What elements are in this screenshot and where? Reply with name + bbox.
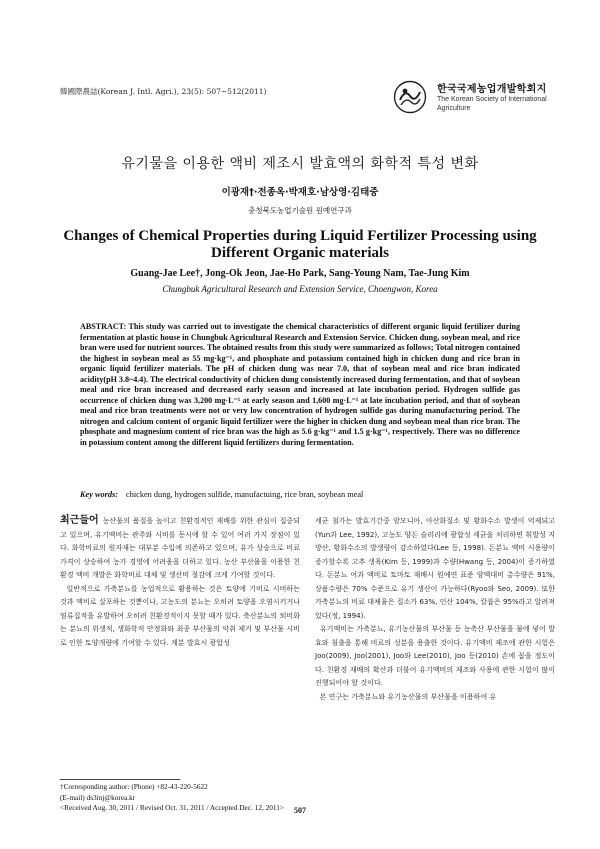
- body-paragraph: [60, 514, 300, 582]
- paragraph-text: 유기액비는 가축분뇨, 유기농산물의 부산물 등 농축산 부산물을 물에 넣어 발효와 침출을 통해 비료의 성분을 용출한 것이다. 유기액비 제조에 관한 시험은 Joo(2009), Joo(2001), Joo와 Lee(2010), Joo 등(2010) 손에 꼽을 정도이다. 친환경 재배의 확산과 더불어 유기액비의 제조와 사용에 관한 시험이 많이 진행되어야 할 것이다.: [315, 624, 555, 687]
- email: (E-mail) ds3inj@korea.kr: [60, 792, 136, 802]
- paragraph-text: 일반적으로 가축분뇨를 농업적으로 활용하는 것은 토양에 기비로 시비하는 것과 액비로 살포하는 것뿐이나, 고농도의 분뇨는 오히려 토양을 오염시키거나 염류집적을 유발하여 오히려 친환경적이지 못할 때가 있다. 축산분뇨의 퇴비화는 분뇨의 위생적, 생화학적 안정화와 최종 부산물의 악취 제거 및 부산물 시비로 인한 토양개량에 기여할 수 있다. 계분 발효시 광합성: [60, 583, 300, 647]
- paragraph-text: 세균 첨가는 발효기간중 암모니아, 아산화질소 및 황화수소 발생이 억제되고(Yun과 Lee, 1992), 고농도 양돈 슬러리에 광합성 세균을 처리하면 휘발성 지방산, 황화수소의 발생량이 감소하였다(Lee 등, 1998). 돈분뇨 액비 시용량이 증가할수록 고추 생육(Kim 등, 1999)과 수량(Hwang 등, 2004)이 증가하였다. 돈분뇨 여과 액비로 토마토 재배시 원예연 표준 양액대비 총수량은 91%, 상품수량은 70% 수준으로 유기 생산이 가능하다(Ryoo와 Seo, 2009). 또한 가축분뇨의 비료 대체율은 질소가 63%, 인산 104%, 칼륨은 95%라고 알려져 있다(정, 1994).: [315, 516, 555, 620]
- abstract: ABSTRACT: This study was carried out to investigate the chemical characteristics of different organic liquid fertilizer during fermentation at plastic house in Chungbuk Agricultural Research and Extension Service. Chicken dung, soybean meal, and rice bran were used for nutrient sources. The obtained results from this study were summarized as follows; Total nitrogen contained the highest in soybean meal as 55 mg·kg⁻¹, and phosphate and potassium contained high in chicken dung and rice bran in organic liquid fertilizer materials. The pH of chicken dung was near 7.0, that of soybean meal and rice bran indicated acidity(pH 3.8~4.4). The electrical conductivity of chicken dung consistently increased during fermentation, and that of soybean meal and rice bran increased and decreased early season and increased at late incubation period. Hydrogen sulfide gas occurrence of chicken dung was 3,200 mg·L⁻¹ at early season and 1,600 mg·L⁻¹ at late incubation period, and that of soybean meal and rice bran treatments were not or very low concentration of hydrogen sulfide gas during manufacturing period. The nitrogen and calcium content of organic liquid fertilizer were the higher in chicken dung and soybean meal than rice bran. The phosphate and magnesium content of rice bran was the high as 5.6 g·kg⁻¹ and 1.5 g·kg⁻¹, respectively. There was no difference in potassium content among the different liquid fertilizers during fermentation.: [80, 322, 520, 447]
- keywords-label: Key words:: [80, 490, 119, 499]
- body-column-left: [60, 514, 300, 649]
- affiliation-korean: 충청북도농업기술원 원예연구과: [248, 206, 352, 215]
- journal-citation: 韓國際農誌(Korean J. Intl. Agri.), 23(5): 507~512(2011): [60, 87, 267, 96]
- affiliation-english: Chungbuk Agricultural Research and Extension Service, Choengwon, Korea: [162, 284, 438, 294]
- society-name-english-line2: Agriculture: [437, 105, 471, 112]
- paragraph-text: 본 연구는 가축분뇨와 유기농산물의 부산물을 이용하여 유: [319, 691, 497, 701]
- society-logo: [393, 76, 563, 122]
- body-paragraph: [315, 622, 555, 690]
- title-english: Changes of Chemical Properties during Liquid Fertilizer Processing using Different Organic materials: [63, 228, 537, 261]
- authors-korean: 이광재†·전종옥·박재호·남상영·김태중: [221, 187, 379, 198]
- society-emblem-icon: [393, 80, 427, 114]
- body-column-right: [315, 514, 555, 703]
- body-paragraph: [60, 582, 300, 650]
- lead-word: 최근들어: [60, 515, 99, 526]
- body-paragraph: [315, 514, 555, 622]
- page-number: 507: [294, 806, 306, 815]
- body-paragraph: [315, 690, 555, 704]
- keywords-list: chicken dung, hydrogen sulfide, manufactuing, rice bran, soybean meal: [126, 490, 364, 499]
- paragraph-text: 농산물의 품질을 높이고 친환경적인 재배를 위한 관심이 집중되고 있으며, 유기액비는 관주와 시비를 동시에 할 수 있어 여러 가지 장점이 있다. 화학비료의 원자재는 대부분 수입에 의존하고 있으며, 유가 상승으로 비료 가격이 상승하여 농가 경영에 어려움을 더하고 있다. 농산 부산물을 이용한 친환경 액비 개발은 화학비료 대체 및 생산비 절감에 크게 기여할 것이다.: [60, 516, 300, 579]
- authors-english: Guang-Jae Lee†, Jong-Ok Jeon, Jae-Ho Park, Sang-Young Nam, Tae-Jung Kim: [130, 268, 470, 279]
- footnote-divider: [60, 779, 180, 780]
- received-dates: <Received Aug. 30, 2011 / Revised Oct. 31, 2011 / Accepted Dec. 12, 2011>: [60, 803, 285, 812]
- corresponding-author: †Corresponding author: (Phone) +82-43-220-5622: [60, 782, 208, 791]
- society-name-korean: 한국국제농업개발학회지: [437, 84, 547, 95]
- title-korean: 유기물을 이용한 액비 제조시 발효액의 화학적 특성 변화: [121, 156, 479, 172]
- keywords: [80, 490, 520, 499]
- society-name-english-line1: The Korean Society of International: [437, 96, 547, 103]
